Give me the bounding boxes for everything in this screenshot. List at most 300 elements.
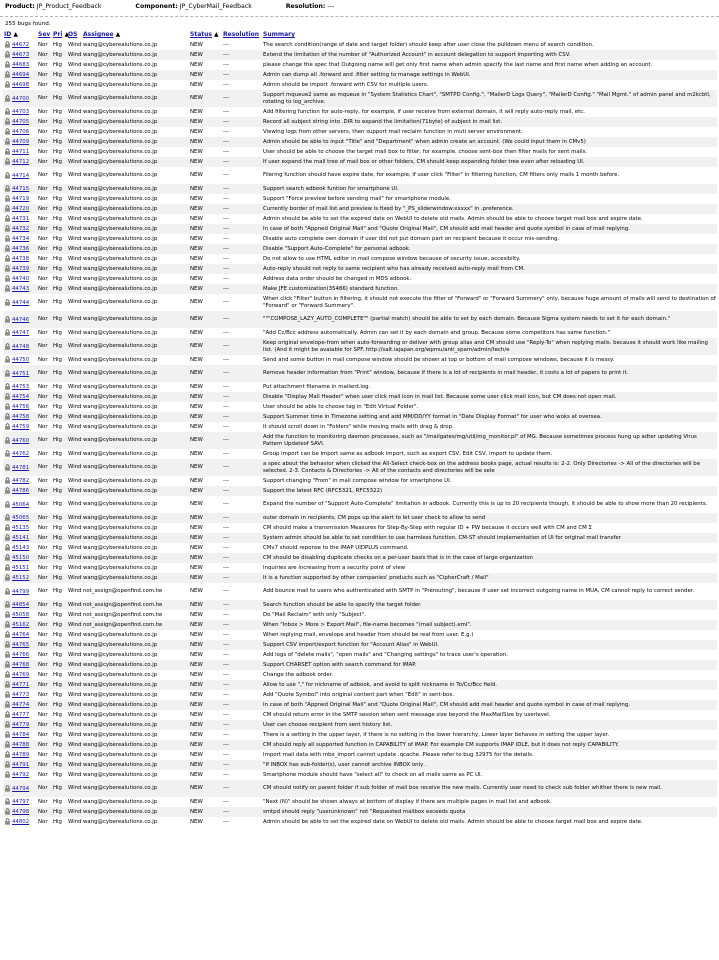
table-row[interactable] bbox=[3, 476, 717, 486]
bug-id-cell[interactable] bbox=[3, 167, 37, 184]
bug-id-cell[interactable] bbox=[3, 107, 37, 117]
bug-id-link[interactable]: 45151 bbox=[12, 565, 30, 572]
bug-id-cell[interactable] bbox=[3, 720, 37, 730]
os-cell: Wind bbox=[67, 90, 82, 107]
table-row[interactable] bbox=[3, 620, 717, 630]
table-row[interactable] bbox=[3, 224, 717, 234]
bug-id-link[interactable]: 44715 bbox=[12, 186, 30, 193]
table-row[interactable] bbox=[3, 137, 717, 147]
bug-id-link[interactable]: 44768 bbox=[12, 662, 30, 669]
bug-id-cell[interactable] bbox=[3, 412, 37, 422]
table-row[interactable] bbox=[3, 80, 717, 90]
table-row[interactable] bbox=[3, 660, 717, 670]
lock-icon bbox=[4, 148, 11, 155]
bug-id-link[interactable]: 44791 bbox=[12, 762, 30, 769]
bug-id-link[interactable]: 44700 bbox=[12, 95, 30, 102]
os-cell: Wind bbox=[68, 423, 82, 430]
bug-id-link[interactable]: 44797 bbox=[12, 799, 30, 806]
assignee-cell: not_assign@openfind.com.tw bbox=[83, 611, 163, 618]
os-cell: Wind bbox=[67, 117, 82, 127]
lock-icon bbox=[4, 437, 11, 444]
bug-id-cell[interactable] bbox=[3, 355, 37, 365]
bug-id-link[interactable]: 44794 bbox=[12, 785, 30, 792]
status-cell: NEW bbox=[189, 412, 222, 422]
table-row[interactable] bbox=[3, 750, 717, 760]
bug-id-cell[interactable] bbox=[3, 780, 37, 797]
bug-id-link[interactable]: 44739 bbox=[12, 266, 30, 273]
bug-id-cell[interactable] bbox=[3, 573, 37, 583]
table-row[interactable] bbox=[3, 382, 717, 392]
resolution-cell: --- bbox=[223, 731, 229, 738]
bug-id-cell[interactable] bbox=[3, 710, 37, 720]
bug-id-link[interactable]: 44738 bbox=[12, 256, 30, 263]
os-cell: Wind bbox=[67, 284, 82, 294]
status-cell: NEW bbox=[189, 459, 222, 476]
severity-cell: Nor bbox=[38, 356, 48, 363]
table-row[interactable] bbox=[3, 70, 717, 80]
bug-id-link[interactable]: 44854 bbox=[12, 602, 30, 609]
assignee-cell: wang@cyberealutions.co.jp bbox=[83, 148, 158, 155]
assignee-cell: wang@cyberealutions.co.jp bbox=[83, 423, 158, 430]
table-row[interactable] bbox=[3, 610, 717, 620]
table-row[interactable] bbox=[3, 254, 717, 264]
table-row[interactable] bbox=[3, 770, 717, 780]
priority-cell: Hig bbox=[52, 244, 67, 254]
bug-id-cell[interactable] bbox=[3, 338, 37, 355]
os-cell: Wind bbox=[67, 680, 82, 690]
os-cell: Wind bbox=[68, 128, 82, 135]
table-row[interactable] bbox=[3, 294, 717, 311]
bug-id-cell[interactable] bbox=[3, 90, 37, 107]
bug-id-cell[interactable] bbox=[3, 797, 37, 807]
bug-id-cell[interactable] bbox=[3, 670, 37, 680]
bug-id-cell[interactable] bbox=[3, 50, 37, 60]
bug-id-link[interactable]: 44720 bbox=[12, 206, 30, 213]
table-row[interactable] bbox=[3, 338, 717, 355]
status-cell: NEW bbox=[189, 432, 222, 449]
table-row[interactable] bbox=[3, 284, 717, 294]
table-row[interactable] bbox=[3, 127, 717, 137]
resolution-cell: --- bbox=[223, 61, 229, 68]
table-row[interactable] bbox=[3, 817, 717, 827]
bug-id-link[interactable]: 44747 bbox=[12, 330, 30, 337]
bug-id-cell[interactable] bbox=[3, 817, 37, 827]
bug-id-cell[interactable] bbox=[3, 449, 37, 459]
assignee-cell: wang@cyberealutions.co.jp bbox=[82, 640, 189, 650]
bug-id-cell[interactable] bbox=[3, 244, 37, 254]
summary-cell: It should scroll down in "Folders" while moving mails with drag & drop. bbox=[263, 423, 454, 430]
bug-id-cell[interactable] bbox=[3, 264, 37, 274]
lock-icon bbox=[4, 501, 11, 508]
priority-cell: Hig bbox=[53, 148, 62, 155]
bug-id-cell[interactable] bbox=[3, 610, 37, 620]
table-row[interactable] bbox=[3, 650, 717, 660]
priority-cell: Hig bbox=[52, 137, 67, 147]
status-cell: NEW bbox=[189, 264, 222, 274]
table-row[interactable] bbox=[3, 264, 717, 274]
table-row[interactable] bbox=[3, 147, 717, 157]
bug-id-link[interactable]: 44754 bbox=[12, 394, 30, 401]
severity-cell: Nor bbox=[38, 423, 48, 430]
table-row[interactable] bbox=[3, 740, 717, 750]
table-row[interactable] bbox=[3, 328, 717, 338]
bug-id-link[interactable]: 44788 bbox=[12, 742, 30, 749]
summary-cell: Admin should be able to input "Title" and "Department" when admin create an account. (We could input them in CMv5) bbox=[262, 137, 717, 147]
bug-id-cell[interactable] bbox=[3, 459, 37, 476]
priority-cell: Hig bbox=[53, 61, 62, 68]
resolution-cell: --- bbox=[222, 573, 262, 583]
bug-id-cell[interactable] bbox=[3, 740, 37, 750]
bug-id-cell[interactable] bbox=[3, 184, 37, 194]
bug-id-cell[interactable] bbox=[3, 432, 37, 449]
bug-id-link[interactable]: 44712 bbox=[12, 159, 30, 166]
bug-id-cell[interactable] bbox=[3, 620, 37, 630]
resolution-cell: --- bbox=[223, 564, 229, 571]
bug-id-link[interactable]: 44765 bbox=[12, 642, 30, 649]
resolution-cell: --- bbox=[222, 553, 262, 563]
col-summary[interactable]: Summary bbox=[263, 31, 296, 38]
table-row[interactable] bbox=[3, 563, 717, 573]
table-row[interactable] bbox=[3, 543, 717, 553]
severity-cell: Nor bbox=[37, 486, 52, 496]
bug-id-cell[interactable] bbox=[3, 224, 37, 234]
table-row[interactable] bbox=[3, 184, 717, 194]
bug-id-link[interactable]: 44758 bbox=[12, 414, 30, 421]
bug-id-link[interactable]: 44698 bbox=[12, 82, 30, 89]
table-row[interactable] bbox=[3, 670, 717, 680]
os-cell: Wind bbox=[67, 412, 82, 422]
bug-id-link[interactable]: 44743 bbox=[12, 286, 30, 293]
bug-id-link[interactable]: 44734 bbox=[12, 236, 30, 243]
bug-id-cell[interactable] bbox=[3, 660, 37, 670]
col-status[interactable]: Status ▲ bbox=[190, 31, 219, 38]
os-cell: Wind bbox=[68, 255, 82, 262]
bug-id-link[interactable]: 45065 bbox=[12, 515, 30, 522]
bug-id-cell[interactable] bbox=[3, 700, 37, 710]
status-cell: NEW bbox=[190, 711, 203, 718]
severity-cell: Nor bbox=[38, 255, 48, 262]
bug-id-link[interactable]: 44771 bbox=[12, 682, 30, 689]
bug-id-link[interactable]: 44748 bbox=[12, 343, 30, 350]
bug-id-cell[interactable] bbox=[3, 254, 37, 264]
bug-id-link[interactable]: 45150 bbox=[12, 555, 30, 562]
bug-id-cell[interactable] bbox=[3, 650, 37, 660]
bug-id-link[interactable]: 44683 bbox=[12, 62, 30, 69]
table-row[interactable] bbox=[3, 513, 717, 523]
table-row[interactable] bbox=[3, 107, 717, 117]
bug-id-link[interactable]: 45143 bbox=[12, 545, 30, 552]
os-cell: Wind bbox=[68, 544, 82, 551]
bug-id-cell[interactable] bbox=[3, 730, 37, 740]
bug-id-cell[interactable] bbox=[3, 770, 37, 780]
bug-id-link[interactable]: 44740 bbox=[12, 276, 30, 283]
table-row[interactable] bbox=[3, 365, 717, 382]
bug-id-cell[interactable] bbox=[3, 392, 37, 402]
bug-id-link[interactable]: 44703 bbox=[12, 109, 30, 116]
bug-id-cell[interactable] bbox=[3, 328, 37, 338]
assignee-cell: not_assign@openfind.com.tw bbox=[82, 600, 189, 610]
bug-id-cell[interactable] bbox=[3, 214, 37, 224]
table-row[interactable] bbox=[3, 449, 717, 459]
table-row[interactable] bbox=[3, 194, 717, 204]
bug-id-cell[interactable] bbox=[3, 476, 37, 486]
bug-id-link[interactable]: 44673 bbox=[12, 52, 30, 59]
bug-id-cell[interactable] bbox=[3, 157, 37, 167]
table-row[interactable] bbox=[3, 355, 717, 365]
bug-id-cell[interactable] bbox=[3, 234, 37, 244]
bug-id-cell[interactable] bbox=[3, 760, 37, 770]
bug-id-link[interactable]: 44782 bbox=[12, 478, 30, 485]
bug-id-cell[interactable] bbox=[3, 311, 37, 328]
bug-id-cell[interactable] bbox=[3, 640, 37, 650]
bug-id-cell[interactable] bbox=[3, 680, 37, 690]
bug-id-link[interactable]: 44773 bbox=[12, 692, 30, 699]
table-row[interactable] bbox=[3, 234, 717, 244]
bug-id-link[interactable]: 44766 bbox=[12, 652, 30, 659]
assignee-cell: wang@cyberealutions.co.jp bbox=[83, 651, 158, 658]
summary-cell: CMv7 should reponse to the IMAP UIDPLUS command. bbox=[263, 544, 409, 551]
bug-id-link[interactable]: 44750 bbox=[12, 357, 30, 364]
bug-id-link[interactable]: 44784 bbox=[12, 732, 30, 739]
assignee-cell: wang@cyberealutions.co.jp bbox=[83, 818, 158, 825]
bug-id-cell[interactable] bbox=[3, 204, 37, 214]
table-row[interactable] bbox=[3, 157, 717, 167]
resolution-cell: --- bbox=[223, 329, 229, 336]
priority-cell: Hig bbox=[52, 432, 67, 449]
bug-id-cell[interactable] bbox=[3, 80, 37, 90]
bug-id-cell[interactable] bbox=[3, 402, 37, 412]
os-cell: Wind bbox=[68, 564, 82, 571]
table-row[interactable] bbox=[3, 392, 717, 402]
bug-id-link[interactable]: 44762 bbox=[12, 451, 30, 458]
bug-id-link[interactable]: 44753 bbox=[12, 384, 30, 391]
col-assignee[interactable]: Assignee ▲ bbox=[83, 31, 121, 38]
table-row[interactable] bbox=[3, 422, 717, 432]
severity-cell: Nor bbox=[38, 403, 48, 410]
bug-id-link[interactable]: 44705 bbox=[12, 119, 30, 126]
table-row[interactable] bbox=[3, 167, 717, 184]
table-row[interactable] bbox=[3, 402, 717, 412]
lock-icon bbox=[4, 205, 11, 212]
bug-id-link[interactable]: 44746 bbox=[12, 316, 30, 323]
resolution-cell: --- bbox=[222, 412, 262, 422]
resolution-cell: --- bbox=[223, 771, 229, 778]
bug-id-link[interactable]: 44751 bbox=[12, 370, 30, 377]
table-row[interactable] bbox=[3, 583, 717, 600]
table-row[interactable] bbox=[3, 40, 717, 50]
table-row[interactable] bbox=[3, 710, 717, 720]
bug-id-cell[interactable] bbox=[3, 294, 37, 311]
resolution-cell: --- bbox=[223, 588, 229, 595]
table-row[interactable] bbox=[3, 807, 717, 817]
bug-id-link[interactable]: 44736 bbox=[12, 246, 30, 253]
bug-id-cell[interactable] bbox=[3, 630, 37, 640]
bug-id-link[interactable]: 44781 bbox=[12, 464, 30, 471]
os-cell: Wind bbox=[67, 780, 82, 797]
col-sev[interactable]: Sev bbox=[38, 31, 51, 38]
bug-id-cell[interactable] bbox=[3, 70, 37, 80]
os-cell: Wind bbox=[68, 195, 82, 202]
os-cell: Wind bbox=[67, 365, 82, 382]
bug-id-link[interactable]: 44759 bbox=[12, 424, 30, 431]
bug-id-link[interactable]: 44744 bbox=[12, 299, 30, 306]
table-row[interactable] bbox=[3, 553, 717, 563]
table-row[interactable] bbox=[3, 797, 717, 807]
resolution-cell: --- bbox=[223, 81, 229, 88]
table-row[interactable] bbox=[3, 780, 717, 797]
bug-id-cell[interactable] bbox=[3, 147, 37, 157]
bug-id-link[interactable]: 44764 bbox=[12, 632, 30, 639]
table-row[interactable] bbox=[3, 523, 717, 533]
bug-id-cell[interactable] bbox=[3, 523, 37, 533]
table-row[interactable] bbox=[3, 50, 717, 60]
bug-id-cell[interactable] bbox=[3, 194, 37, 204]
bug-id-cell[interactable] bbox=[3, 117, 37, 127]
bug-id-cell[interactable] bbox=[3, 533, 37, 543]
bug-id-link[interactable]: 45152 bbox=[12, 575, 30, 582]
table-row[interactable] bbox=[3, 214, 717, 224]
bug-id-link[interactable]: 44756 bbox=[12, 404, 30, 411]
col-resolution[interactable]: Resolution bbox=[223, 31, 260, 38]
status-cell: NEW bbox=[189, 338, 222, 355]
bug-id-cell[interactable] bbox=[3, 365, 37, 382]
bug-id-link[interactable]: 45141 bbox=[12, 535, 30, 542]
bug-id-cell[interactable] bbox=[3, 40, 37, 50]
bug-id-cell[interactable] bbox=[3, 486, 37, 496]
table-row[interactable] bbox=[3, 204, 717, 214]
bug-id-link[interactable]: 44760 bbox=[12, 437, 30, 444]
bug-id-link[interactable]: 44672 bbox=[12, 42, 30, 49]
bug-id-cell[interactable] bbox=[3, 127, 37, 137]
bug-id-cell[interactable] bbox=[3, 496, 37, 513]
bug-id-cell[interactable] bbox=[3, 543, 37, 553]
table-row[interactable] bbox=[3, 90, 717, 107]
bug-id-link[interactable]: 44719 bbox=[12, 196, 30, 203]
bug-id-link[interactable]: 44731 bbox=[12, 216, 30, 223]
priority-cell: Hig bbox=[52, 338, 67, 355]
bug-id-link[interactable]: 44714 bbox=[12, 172, 30, 179]
priority-cell: Hig bbox=[52, 365, 67, 382]
table-row[interactable] bbox=[3, 311, 717, 328]
table-row[interactable] bbox=[3, 630, 717, 640]
table-row[interactable] bbox=[3, 432, 717, 449]
bug-id-link[interactable]: 44777 bbox=[12, 712, 30, 719]
table-row[interactable] bbox=[3, 760, 717, 770]
bug-id-link[interactable]: 45135 bbox=[12, 525, 30, 532]
col-pri[interactable]: Pri ▲ bbox=[53, 31, 70, 38]
resolution-cell: --- bbox=[222, 807, 262, 817]
bug-id-link[interactable]: 44711 bbox=[12, 149, 30, 156]
bug-id-cell[interactable] bbox=[3, 553, 37, 563]
table-row[interactable] bbox=[3, 700, 717, 710]
table-row[interactable] bbox=[3, 412, 717, 422]
col-id[interactable]: ID ▲ bbox=[4, 31, 18, 38]
bug-id-cell[interactable] bbox=[3, 422, 37, 432]
bug-id-link[interactable]: 44694 bbox=[12, 72, 30, 79]
os-cell: Wind bbox=[67, 137, 82, 147]
lock-icon bbox=[4, 450, 11, 457]
table-row[interactable] bbox=[3, 486, 717, 496]
priority-cell: Hig bbox=[52, 640, 67, 650]
os-cell: Wind bbox=[68, 751, 82, 758]
summary-cell: Inquiries are increasing from a security point of view bbox=[263, 564, 406, 571]
status-cell: NEW bbox=[189, 365, 222, 382]
bug-id-cell[interactable] bbox=[3, 137, 37, 147]
bug-id-link[interactable]: 45064 bbox=[12, 501, 30, 508]
assignee-cell: wang@cyberealutions.co.jp bbox=[83, 356, 158, 363]
bug-id-link[interactable]: 44779 bbox=[12, 722, 30, 729]
resolution-cell: --- bbox=[223, 524, 229, 531]
bug-id-cell[interactable] bbox=[3, 382, 37, 392]
bug-id-link[interactable]: 44802 bbox=[12, 819, 30, 826]
bug-id-cell[interactable] bbox=[3, 60, 37, 70]
os-cell: Wind bbox=[68, 631, 82, 638]
table-row[interactable] bbox=[3, 533, 717, 543]
status-cell: NEW bbox=[190, 255, 203, 262]
table-row[interactable] bbox=[3, 690, 717, 700]
bug-id-cell[interactable] bbox=[3, 563, 37, 573]
severity-cell: Nor bbox=[37, 533, 52, 543]
bug-id-link[interactable]: 45058 bbox=[12, 612, 30, 619]
bug-id-cell[interactable] bbox=[3, 513, 37, 523]
table-row[interactable] bbox=[3, 496, 717, 513]
resolution-cell: --- bbox=[223, 798, 229, 805]
bug-id-link[interactable]: 44769 bbox=[12, 672, 30, 679]
bug-id-link[interactable]: 44709 bbox=[12, 139, 30, 146]
table-row[interactable] bbox=[3, 720, 717, 730]
bug-id-link[interactable]: 45162 bbox=[12, 622, 30, 629]
table-row[interactable] bbox=[3, 600, 717, 610]
bug-id-link[interactable]: 44786 bbox=[12, 488, 30, 495]
bug-id-cell[interactable] bbox=[3, 583, 37, 600]
status-cell: NEW bbox=[190, 731, 203, 738]
priority-cell: Hig bbox=[53, 671, 62, 678]
table-row[interactable] bbox=[3, 117, 717, 127]
table-row[interactable] bbox=[3, 244, 717, 254]
table-row[interactable] bbox=[3, 274, 717, 284]
lock-icon bbox=[4, 265, 11, 272]
summary-cell: Add "Quote Symbol" into original content part when "Edit" in sent-box. bbox=[263, 691, 455, 698]
table-row[interactable] bbox=[3, 573, 717, 583]
col-os[interactable]: OS bbox=[68, 31, 78, 38]
bug-id-link[interactable]: 44706 bbox=[12, 129, 30, 136]
table-row[interactable] bbox=[3, 640, 717, 650]
lock-icon bbox=[4, 370, 11, 377]
resolution-cell: --- bbox=[222, 720, 262, 730]
bug-id-cell[interactable] bbox=[3, 274, 37, 284]
bug-id-link[interactable]: 44799 bbox=[12, 588, 30, 595]
table-row[interactable] bbox=[3, 60, 717, 70]
status-cell: NEW bbox=[190, 299, 203, 306]
bug-id-cell[interactable] bbox=[3, 807, 37, 817]
table-row[interactable] bbox=[3, 680, 717, 690]
bug-id-link[interactable]: 44732 bbox=[12, 226, 30, 233]
bug-id-link[interactable]: 44792 bbox=[12, 772, 30, 779]
bug-id-link[interactable]: 44798 bbox=[12, 809, 30, 816]
table-row[interactable] bbox=[3, 459, 717, 476]
resolution-cell: --- bbox=[223, 383, 229, 390]
table-row[interactable] bbox=[3, 730, 717, 740]
bug-id-cell[interactable] bbox=[3, 750, 37, 760]
bug-id-link[interactable]: 44774 bbox=[12, 702, 30, 709]
bug-id-cell[interactable] bbox=[3, 600, 37, 610]
status-cell: NEW bbox=[190, 450, 203, 457]
lock-icon bbox=[4, 751, 11, 758]
bug-id-link[interactable]: 44789 bbox=[12, 752, 30, 759]
bug-id-cell[interactable] bbox=[3, 690, 37, 700]
summary-cell: Smartphone module should have "select all" to check on all mails same as PC UI. bbox=[263, 771, 483, 778]
bug-id-cell[interactable] bbox=[3, 284, 37, 294]
